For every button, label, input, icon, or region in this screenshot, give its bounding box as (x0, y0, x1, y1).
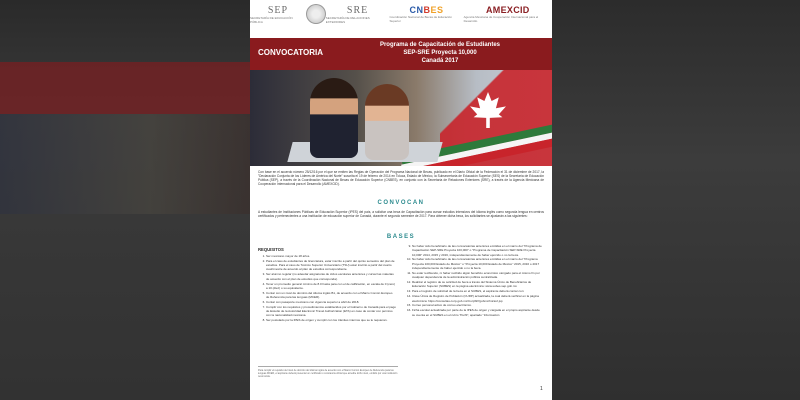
document-page (250, 0, 552, 400)
cnbes-logo-part2: B (423, 5, 431, 15)
hero-photo (250, 70, 552, 166)
requirement-item: 14. Clave Única de Registro de Población (CURP) actualizada, la cual deberá verificar en la página electrónica: https://consultas.curp.gob.mx/CurpSP/gobmx/Inicio2.jsp (412, 294, 542, 303)
program-title-line2: SEP-SRE Proyecta 10,000 (403, 50, 477, 56)
requirement-item: 13. Para el registro de solicitud de la beca en el SUBES, el aspirante deberá contar con: (412, 289, 542, 293)
program-title-line1: Programa de Capacitación de Estudiantes (379, 42, 501, 48)
requisitos-heading: REQUISITOS (258, 247, 284, 252)
requirement-item: 12. Realizar el registro de su solicitud de beca a través del Sistema Único de Beneficiarios de Educación Superior (SUBES) en la página electrónica: www.subes.sep.gob.mx (412, 280, 542, 289)
footnote: Para cumplir el requisito del nivel de dominio del idioma inglés de acuerdo con el Marco Común Europeo de Referencia para las lenguas MCER, el aspirante deberá presentar un certificado o constancia oficial que acredite dicho nivel, emitido por una institución reconocida. (258, 366, 398, 378)
sre-logo-text: SRE (346, 4, 369, 16)
requirement-item: 3. Ser alumno regular (no adeudar asignaturas de ciclos escolares anteriores y cursar las materias de acuerdo con el plan de estudios que corresponda). (266, 272, 396, 281)
requirement-item: 4. Tener un promedio general mínimo de 8.0 hasta para con el de calificación, en escala de 0 (cero) a 10 (diez) o su equivalente. (266, 282, 396, 291)
national-seal-icon (306, 4, 326, 24)
intro-paragraph: Con base en el acuerdo número 25/12/16 por el que se emiten las Reglas de Operación del Programa Nacional de Becas, publicado en el Diario Oficial de la Federación el 31 de diciembre de 2017, la "Declaración Conjunta de los Líderes de América del Norte" suscrita el 19 de febrero de 2014 en Toluca, Estado de México, la Subsecretaría de Educación Superior (SES) de la Secretaría de Educación Pública (SEP), a través de la Coordinación Nacional de Becas de Educación Superior (CNBES), en conjunto con la Secretaría de Relaciones Exteriores (SRE), a través de la Agencia Mexicana de Cooperación Internacional para el Desarrollo (AMEXCID). (258, 170, 544, 187)
page-number: 1 (540, 386, 543, 392)
program-title (340, 41, 540, 65)
requirement-item: 6. Contar con pasaporte mexicano con vigencia superior a abril de 2018. (266, 300, 396, 304)
amexcid-logo (464, 5, 552, 23)
background-right (552, 0, 800, 400)
requirement-item: 15. Correo personal activo de correo electrónico. (412, 303, 542, 307)
convocatoria-label: CONVOCATORIA (258, 48, 324, 57)
cnbes-logo-subtitle: Coordinación Nacional de Becas de Educación Superior (389, 15, 452, 23)
student-male-illustration (310, 78, 358, 158)
sep-logo-text: SEP (267, 4, 289, 16)
background-photo-ghost (0, 114, 250, 214)
sep-logo (250, 5, 306, 24)
convocation-paragraph: A estudiantes de Instituciones Públicas de Educación Superior (IPES) del país, a solicitar una beca de Capacitación para cursar estudios intensivos del idioma inglés como segunda lengua en centros certificados y pertenecientes a una institución de educación superior de Canadá, durante el segundo semestre de 2017. Para obtener dicha beca, los solicitantes se ajustarán a las siguientes: (258, 210, 544, 219)
background-band-ghost (0, 62, 250, 114)
sep-logo-subtitle: SECRETARÍA DE EDUCACIÓN PÚBLICA (250, 15, 293, 24)
bases-heading: BASES (386, 234, 416, 240)
requirement-item: 7. Cumplir con los requisitos y procedimientos establecidos por el Gobierno de Canadá para el pago de Estudio de la Autoridad Electronic Travel Authorization (ETA) en caso de contar con permiso con la nacionalidad mexicana. (266, 305, 396, 318)
requirement-item: 9. No haber sido beneficiario de las convocatorias anteriores emitidas en el marco del "Programa de Capacitación SEP-SRE Proyecta 100,000" o "Programa de Capacitación SEP-SRE Proyecta 10,000" 2014, 2015 y 2016, independientemente de haber ejercido o no la beca. (412, 244, 542, 257)
requirements-left-column (258, 254, 396, 323)
title-band (250, 38, 552, 70)
sre-logo (326, 5, 390, 24)
program-title-line3: Canadá 2017 (421, 58, 459, 64)
cnbes-logo-part1: CN (409, 5, 424, 15)
student-female-illustration (365, 84, 409, 160)
convocan-heading: CONVOCAN (377, 200, 425, 206)
requirement-item: 5. Contar con un nivel de dominio del idioma inglés B1, de acuerdo con el Marco Común Europeo de Referencia para las lenguas (MCER). (266, 291, 396, 300)
logo-strip (250, 0, 552, 28)
sre-logo-subtitle: SECRETARÍA DE RELACIONES EXTERIORES (325, 15, 370, 24)
cnbes-logo-part3: ES (430, 5, 444, 15)
amexcid-logo-subtitle: Agencia Mexicana de Cooperación Internacional para el Desarrollo (463, 15, 539, 23)
requirement-item: 8. Ser postulado por la IPES de origen y cumplir con los trámites internos que se le requieran. (266, 318, 396, 322)
requirements-right-column (404, 244, 542, 318)
background-left (0, 0, 250, 400)
requirement-item: 11. No estar recibiendo, ni haber recibido algún beneficio económico otorgado para el mismo fin por cualquier dependencia de la administración pública centralizada. (412, 271, 542, 280)
cnbes-logo (389, 5, 463, 23)
amexcid-logo-text: AMEXCID (486, 5, 530, 15)
requirement-item: 16. Ficha escolar actualizada por parte de la IPES de origen y cargada en el propio aspirante desde su cuenta en el SUBES en el rubro "Perfil", apartado "Información (412, 308, 542, 317)
requirement-item: 2. Para el caso de estudiantes de licenciatura, estar inscrito a partir del quinto semestre del plan de estudios. Para el caso de Técnico Superior Universitario (TSU) estar inscrito a partir del cuarto cuatrimestre de acuerdo al plan de estudios correspondiente. (266, 259, 396, 272)
requirement-item: 10. No haber sido beneficiario de las convocatorias anteriores emitidas en el marco del "Programa Proyecta 100,000 Estado de México" o "Proyecta 10,000 Estado de México" 2015, 2016 o 2017 independientemente de haber ejercido o no la beca. (412, 257, 542, 270)
requirement-item: 1. Ser mexicano mayor de 18 años. (266, 254, 396, 258)
